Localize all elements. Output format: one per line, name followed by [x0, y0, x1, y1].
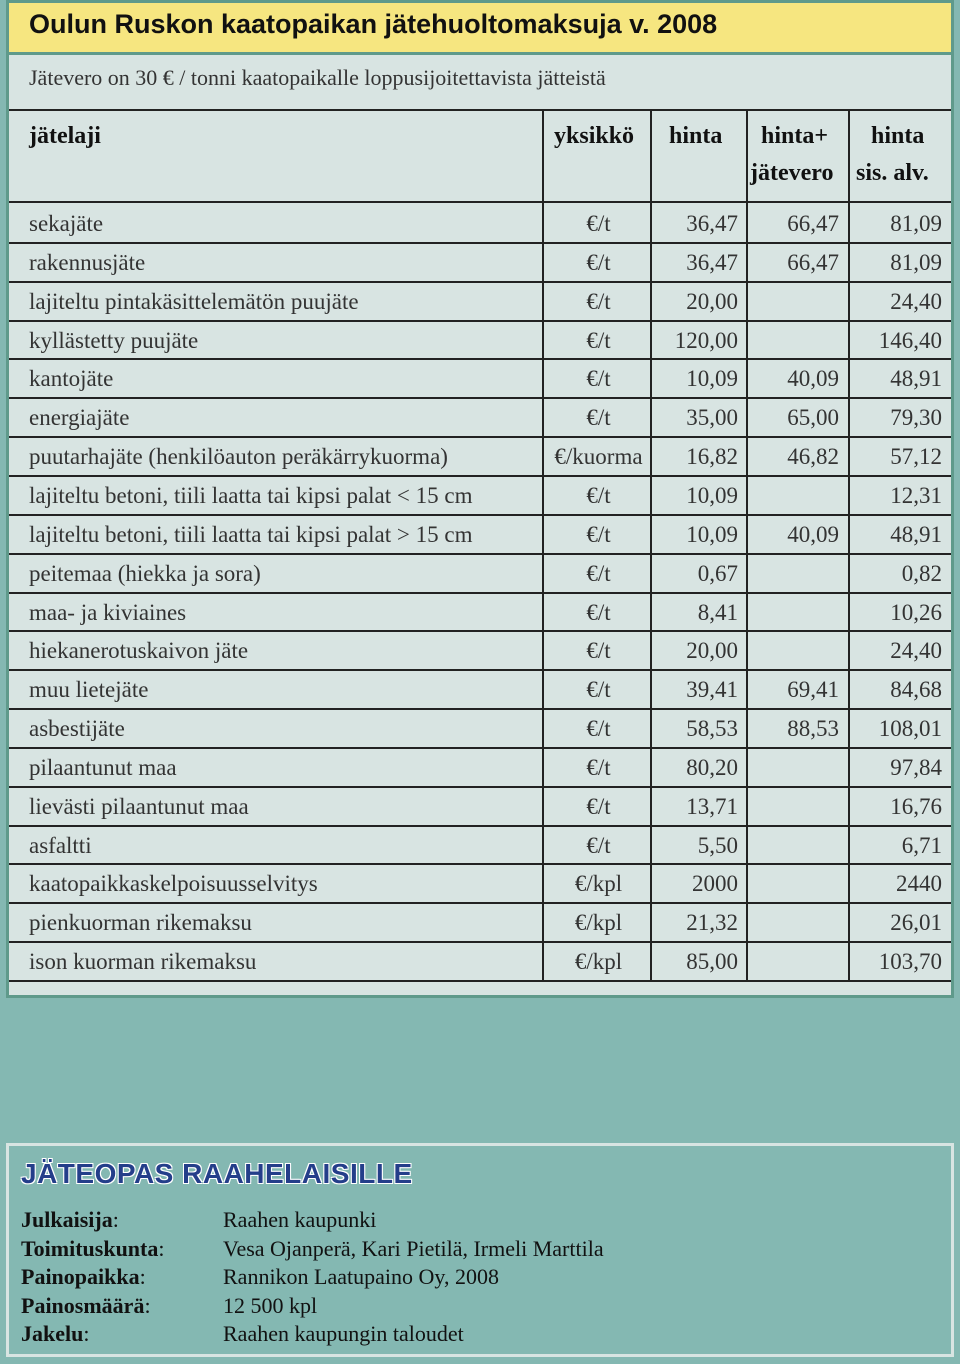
unit-cell: €/t	[586, 832, 611, 858]
header-unit: yksikkö	[554, 123, 635, 149]
colophon-label-text: Jakelu	[21, 1321, 84, 1346]
waste-type-cell: kyllästetty puujäte	[29, 327, 199, 353]
price-incl-vat-cell: 97,84	[890, 754, 942, 780]
price-cell: 10,09	[686, 482, 738, 508]
price-incl-vat-cell: 79,30	[890, 405, 942, 431]
waste-type-cell: maa- ja kiviaines	[29, 599, 187, 625]
price-incl-vat-cell: 81,09	[890, 211, 942, 236]
table-row	[9, 282, 951, 321]
table-row	[9, 709, 951, 748]
price-with-tax-cell: 66,47	[787, 211, 839, 236]
table-row	[9, 903, 951, 942]
price-cell: 20,00	[686, 288, 738, 314]
table-row	[9, 787, 951, 826]
price-with-tax-cell: 40,09	[787, 521, 839, 547]
table-row	[9, 437, 951, 476]
unit-cell: €/t	[586, 677, 611, 703]
price-with-tax-cell: 65,00	[787, 405, 839, 431]
price-cell: 21,32	[686, 910, 738, 936]
unit-cell: €/kuorma	[554, 444, 643, 470]
price-incl-vat-cell: 0,82	[901, 560, 942, 586]
colophon-value: Raahen kaupunki	[223, 1207, 377, 1232]
price-cell: 120,00	[674, 327, 738, 353]
title-bar	[9, 3, 951, 55]
waste-type-cell: pienkuorman rikemaksu	[29, 910, 252, 936]
price-cell: 8,41	[697, 599, 738, 625]
header-tax-line2: jätevero	[750, 160, 834, 186]
table-row	[9, 748, 951, 787]
colophon-label-text: Painopaikka	[21, 1264, 140, 1289]
unit-cell: €/t	[586, 560, 611, 586]
price-incl-vat-cell: 2440	[896, 871, 942, 897]
table-row	[9, 670, 951, 709]
price-incl-vat-cell: 103,70	[878, 949, 942, 975]
colophon-item	[21, 1292, 317, 1320]
unit-cell: €/t	[586, 793, 611, 819]
price-cell: 58,53	[686, 716, 738, 742]
table-row	[9, 864, 951, 903]
waste-type-cell: kantojäte	[29, 366, 114, 392]
price-incl-vat-cell: 26,01	[890, 910, 942, 936]
price-incl-vat-cell: 108,01	[878, 716, 942, 742]
colophon-label: Painopaikka:	[21, 1264, 146, 1289]
colophon-value: Rannikon Laatupaino Oy, 2008	[223, 1264, 499, 1289]
unit-cell: €/t	[586, 288, 611, 314]
waste-type-cell: energiajäte	[29, 405, 130, 431]
table-row	[9, 826, 951, 865]
price-incl-vat-cell: 10,26	[890, 599, 942, 625]
unit-cell: €/t	[586, 327, 611, 353]
row-divider	[9, 980, 951, 982]
price-with-tax-cell: 46,82	[787, 444, 839, 470]
colophon-value: 12 500 kpl	[223, 1292, 318, 1318]
table-row	[9, 359, 951, 398]
header-price: hinta	[669, 123, 723, 149]
colophon-item	[21, 1235, 604, 1263]
unit-cell: €/t	[586, 638, 611, 664]
colophon-heading: JÄTEOPAS RAAHELAISILLE	[21, 1158, 413, 1189]
waste-type-cell: asbestijäte	[29, 716, 125, 742]
waste-type-cell: rakennusjäte	[29, 249, 146, 275]
unit-cell: €/kpl	[574, 910, 623, 936]
waste-type-cell: peitemaa (hiekka ja sora)	[29, 560, 261, 586]
price-with-tax-cell: 88,53	[787, 716, 839, 742]
colophon-value: Raahen kaupungin taloudet	[223, 1321, 464, 1346]
price-incl-vat-cell: 6,71	[901, 832, 942, 858]
price-incl-vat-cell: 81,09	[890, 249, 942, 275]
price-incl-vat-cell: 84,68	[890, 677, 942, 703]
colophon-panel	[6, 1143, 954, 1357]
price-incl-vat-cell: 48,91	[890, 366, 942, 392]
divider	[9, 109, 951, 111]
price-cell: 16,82	[686, 444, 738, 470]
price-incl-vat-cell: 24,40	[890, 288, 942, 314]
waste-type-cell: puutarhajäte (henkilöauton peräkärrykuorma)	[29, 444, 448, 470]
colophon-label: Julkaisija:	[21, 1207, 119, 1232]
waste-type-cell: asfaltti	[29, 832, 92, 858]
price-cell: 39,41	[686, 677, 738, 703]
price-cell: 5,50	[697, 832, 738, 858]
price-cell: 10,09	[686, 521, 738, 547]
price-cell: 10,09	[686, 366, 738, 392]
unit-cell: €/t	[586, 716, 611, 742]
waste-type-cell: kaatopaikkaskelpoisuusselvitys	[29, 871, 318, 897]
price-with-tax-cell: 66,47	[787, 249, 839, 275]
divider	[9, 201, 951, 203]
price-cell: 36,47	[686, 211, 738, 236]
colophon-value: Vesa Ojanperä, Kari Pietilä, Irmeli Marttila	[223, 1235, 604, 1261]
unit-cell: €/t	[586, 366, 611, 392]
unit-cell: €/t	[586, 405, 611, 431]
price-table-panel	[6, 0, 954, 998]
waste-type-cell: lievästi pilaantunut maa	[29, 793, 249, 819]
table-row	[9, 398, 951, 437]
unit-cell: €/t	[586, 482, 611, 508]
unit-cell: €/kpl	[574, 949, 623, 975]
table-row	[9, 204, 951, 243]
price-incl-vat-cell: 146,40	[878, 327, 942, 353]
unit-cell: €/kpl	[574, 871, 623, 897]
price-cell: 36,47	[686, 249, 738, 275]
header-total-line1: hinta	[871, 123, 925, 149]
table-row	[9, 243, 951, 282]
unit-cell: €/t	[586, 211, 611, 236]
tax-note: Jätevero on 30 € / tonni kaatopaikalle loppusijoitettavista jätteistä	[29, 65, 606, 90]
header-total-line2: sis. alv.	[856, 160, 929, 186]
price-incl-vat-cell: 48,91	[890, 521, 942, 547]
table-row	[9, 631, 951, 670]
table-row	[9, 321, 951, 360]
price-cell: 80,20	[686, 754, 738, 780]
price-incl-vat-cell: 24,40	[890, 638, 942, 664]
table-row	[9, 593, 951, 632]
price-cell: 85,00	[686, 949, 738, 975]
waste-type-cell: hiekanerotuskaivon jäte	[29, 638, 249, 664]
colophon-item	[21, 1263, 499, 1291]
table-row	[9, 476, 951, 515]
colophon-label: Jakelu:	[21, 1321, 90, 1346]
colophon-item	[21, 1206, 376, 1234]
waste-type-cell: lajiteltu betoni, tiili laatta tai kipsi palat > 15 cm	[29, 521, 473, 547]
table-row	[9, 942, 951, 981]
price-with-tax-cell: 40,09	[787, 366, 839, 392]
table-row	[9, 515, 951, 554]
price-incl-vat-cell: 16,76	[890, 793, 942, 819]
price-cell: 35,00	[686, 405, 738, 431]
waste-type-cell: ison kuorman rikemaksu	[29, 949, 257, 975]
price-incl-vat-cell: 12,31	[890, 482, 942, 508]
waste-type-cell: lajiteltu pintakäsittelemätön puujäte	[29, 288, 359, 314]
waste-type-cell: lajiteltu betoni, tiili laatta tai kipsi palat < 15 cm	[29, 482, 473, 508]
colophon-label: Toimituskunta:	[21, 1235, 165, 1261]
table-row	[9, 554, 951, 593]
price-cell: 0,67	[697, 560, 738, 586]
unit-cell: €/t	[586, 249, 611, 275]
waste-type-cell: pilaantunut maa	[29, 754, 177, 780]
page-title: Oulun Ruskon kaatopaikan jätehuoltomaksuja v. 2008	[29, 9, 718, 39]
price-cell: 20,00	[686, 638, 738, 664]
price-cell: 2000	[692, 871, 738, 897]
waste-type-cell: muu lietejäte	[29, 677, 149, 703]
unit-cell: €/t	[586, 599, 611, 625]
colophon-label-text: Painosmäärä	[21, 1292, 145, 1318]
colophon-label-text: Toimituskunta	[21, 1235, 159, 1261]
colophon-label: Painosmäärä:	[21, 1292, 151, 1318]
header-name: jätelaji	[29, 123, 101, 149]
unit-cell: €/t	[586, 521, 611, 547]
price-with-tax-cell: 69,41	[787, 677, 839, 703]
header-tax-line1: hinta+	[761, 123, 829, 149]
waste-type-cell: sekajäte	[29, 211, 104, 236]
price-incl-vat-cell: 57,12	[890, 444, 942, 470]
colophon-item	[21, 1320, 464, 1348]
unit-cell: €/t	[586, 754, 611, 780]
price-cell: 13,71	[686, 793, 738, 819]
colophon-label-text: Julkaisija	[21, 1207, 113, 1232]
